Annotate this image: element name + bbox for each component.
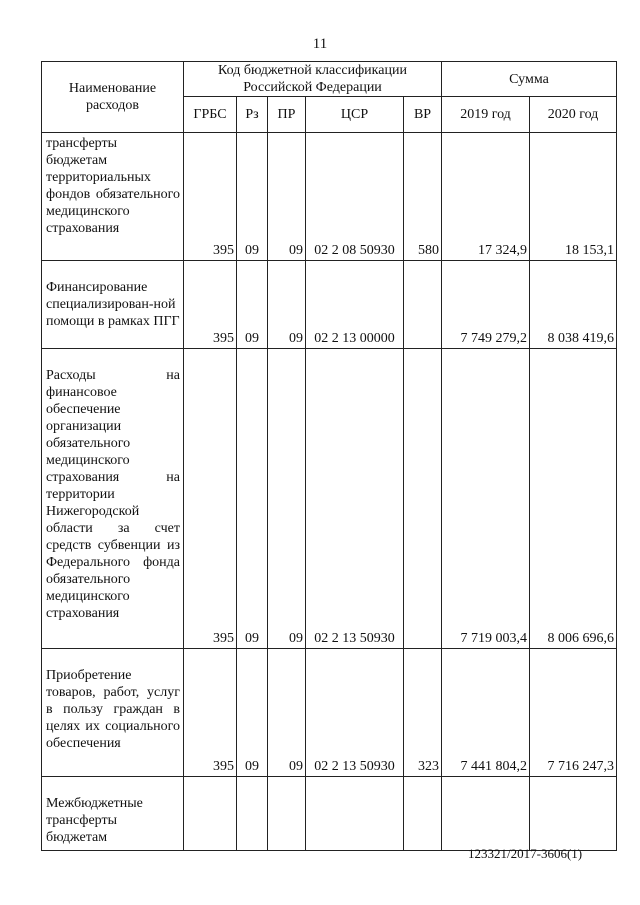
header-2020: 2020 год <box>530 97 617 133</box>
header-2019: 2019 год <box>442 97 530 133</box>
row-sum-2020: 8 038 419,6 <box>530 261 617 349</box>
row-grbs <box>184 777 237 851</box>
row-name: Межбюджетные трансферты бюджетам <box>42 777 184 851</box>
header-name: Наименование расходов <box>42 62 184 133</box>
table-row <box>42 261 617 349</box>
row-rz: 09 <box>237 649 268 777</box>
row-vr <box>404 777 442 851</box>
row-rz <box>237 777 268 851</box>
header-csr: ЦСР <box>306 97 404 133</box>
row-rz: 09 <box>237 349 268 649</box>
row-sum-2020: 18 153,1 <box>530 133 617 261</box>
row-csr <box>306 777 404 851</box>
row-rz: 09 <box>237 261 268 349</box>
row-csr: 02 2 13 00000 <box>306 261 404 349</box>
table-row <box>42 133 617 261</box>
row-sum-2020 <box>530 777 617 851</box>
row-vr <box>404 261 442 349</box>
row-pr: 09 <box>268 133 306 261</box>
row-sum-2019: 7 749 279,2 <box>442 261 530 349</box>
row-pr: 09 <box>268 649 306 777</box>
row-csr: 02 2 13 50930 <box>306 349 404 649</box>
table-row <box>42 649 617 777</box>
table-row <box>42 349 617 649</box>
header-row-top <box>42 62 617 97</box>
row-name: Приобретение товаров, работ, услуг в пользу граждан в целях их социального обеспечения <box>42 649 184 777</box>
table-row <box>42 777 617 851</box>
row-sum-2019: 17 324,9 <box>442 133 530 261</box>
header-code-group: Код бюджетной классификации Российской Федерации <box>184 62 442 97</box>
row-sum-2020: 8 006 696,6 <box>530 349 617 649</box>
budget-table <box>41 61 617 851</box>
header-vr: ВР <box>404 97 442 133</box>
row-csr: 02 2 08 50930 <box>306 133 404 261</box>
row-csr: 02 2 13 50930 <box>306 649 404 777</box>
row-grbs: 395 <box>184 349 237 649</box>
row-vr <box>404 349 442 649</box>
header-pr: ПР <box>268 97 306 133</box>
row-sum-2019 <box>442 777 530 851</box>
document-code: 123321/2017-3606(1) <box>468 846 583 861</box>
row-pr <box>268 777 306 851</box>
row-vr: 323 <box>404 649 442 777</box>
row-name: Расходы на финансовое обеспечение организации обязательного медицинского страхования на территории Нижегородской области за счет средств субвенции из Федерального фонда обязательного медицинского страхования <box>42 349 184 649</box>
row-name: трансферты бюджетам территориальных фондов обязательного медицинского страхования <box>42 133 184 261</box>
row-vr: 580 <box>404 133 442 261</box>
row-rz: 09 <box>237 133 268 261</box>
header-sum-group: Сумма <box>442 62 617 97</box>
row-grbs: 395 <box>184 261 237 349</box>
row-sum-2019: 7 441 804,2 <box>442 649 530 777</box>
row-grbs: 395 <box>184 649 237 777</box>
page-number: 11 <box>312 36 328 52</box>
row-grbs: 395 <box>184 133 237 261</box>
row-pr: 09 <box>268 261 306 349</box>
row-sum-2020: 7 716 247,3 <box>530 649 617 777</box>
header-grbs: ГРБС <box>184 97 237 133</box>
row-name: Финансирование специализирован-ной помощи в рамках ПГГ <box>42 261 184 349</box>
header-rz: Рз <box>237 97 268 133</box>
row-sum-2019: 7 719 003,4 <box>442 349 530 649</box>
row-pr: 09 <box>268 349 306 649</box>
